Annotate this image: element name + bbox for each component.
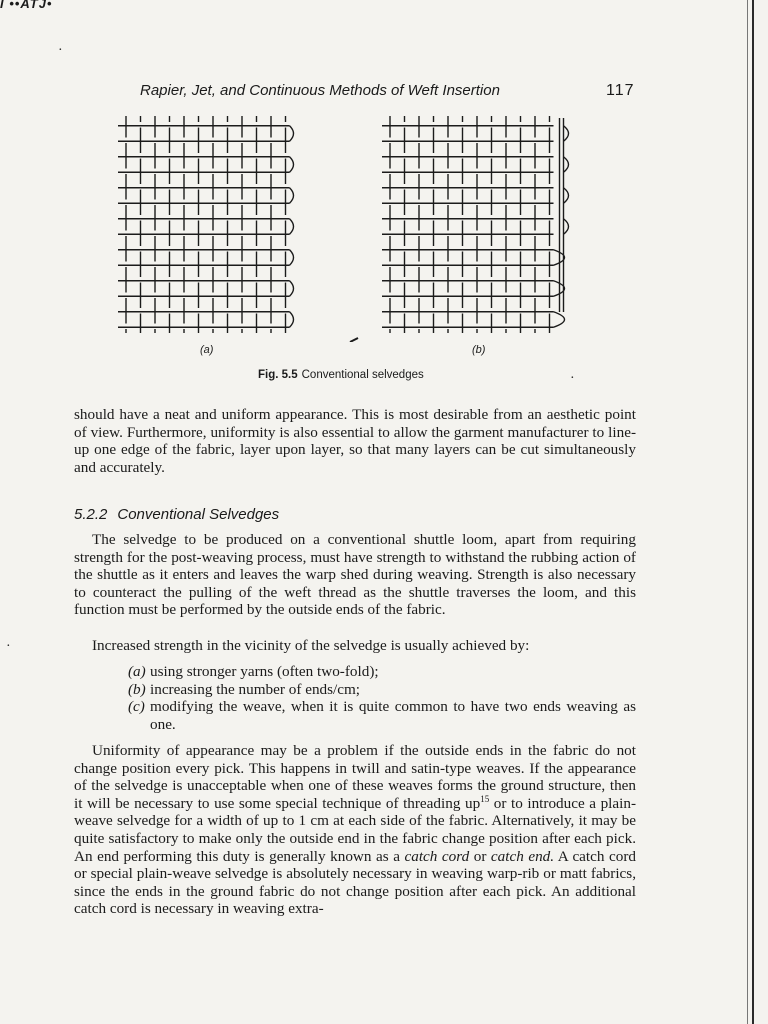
selvedge-loop	[290, 188, 294, 204]
weave-panel-b	[382, 116, 569, 333]
section-heading	[74, 506, 289, 523]
list-marker: (a)	[128, 663, 146, 680]
para-4-part-1: Uniformity of appearance may be a problem if the outside ends in the fabric do not change position every pick. This happens in twill and satin-type weaves. If the appearance of the selvedge is unacceptable when one of these weaves forms the ground structure, then it will be necessary to use some special technique of threading up	[74, 742, 636, 812]
para-4-or: or	[469, 847, 491, 865]
term-catch-end: catch end.	[490, 847, 555, 865]
selvedge-loop	[564, 157, 569, 173]
speck: ·	[6, 639, 11, 654]
caption-text: Conventional selvedges	[301, 369, 424, 381]
list-text: increasing the number of ends/cm;	[150, 680, 361, 698]
caption-number: Fig. 5.5	[258, 369, 298, 381]
page-edge-shadow	[752, 0, 754, 1024]
footnote-ref: 15	[480, 793, 490, 804]
weave-diagram	[110, 112, 610, 342]
list-item	[128, 663, 636, 681]
term-catch-cord: catch cord	[404, 847, 470, 865]
list-text: using stronger yarns (often two-fold);	[150, 663, 379, 680]
page-edge-shadow-inner	[747, 0, 748, 1024]
selvedge-loop	[554, 312, 565, 328]
running-head: Rapier, Jet, and Continuous Methods of Weft Insertion	[140, 82, 500, 99]
list-text: modifying the weave, when it is quite common to have two ends weaving as one.	[150, 698, 636, 733]
speck: ·	[570, 371, 575, 386]
selvedge-loop	[290, 219, 294, 235]
selvedge-loop	[564, 219, 569, 235]
panel-b-label: (b)	[472, 344, 486, 356]
scan-artifact: I ••ATJ•	[0, 0, 53, 11]
list-marker: (c)	[128, 698, 145, 716]
section-number: 5.2.2	[74, 506, 108, 523]
paragraph-2: The selvedge to be produced on a conventional shuttle loom, apart from requiring strength for the post-weaving process, must have strength to withstand the rubbing action of the shuttle as it enters and leaves the warp shed during weaving. Strength is also necessary to counteract the pulling of the weft thread as the shuttle traverses the loom, and this function must be performed by the outside ends of the fabric.	[74, 531, 636, 619]
panel-a-label: (a)	[200, 344, 214, 356]
selvedge-loop	[290, 250, 294, 266]
page-number: 117	[606, 82, 635, 99]
selvedge-loop	[290, 281, 294, 297]
selvedge-loop	[564, 126, 569, 142]
figure-caption	[258, 369, 424, 381]
speck-mark	[350, 338, 358, 342]
section-title: Conventional Selvedges	[117, 506, 280, 523]
para-4-part-3: A catch cord or special plain-weave selvedge is absolutely necessary in weaving warp-rib or matt fabrics, since the ends in the ground fabric do not change position after each pick. An additional catch cord is necessary in weaving extra-	[74, 847, 636, 918]
paragraph-1: should have a neat and uniform appearance. This is most desirable from an aesthetic point of view. Furthermore, uniformity is also essential to allow the garment manufacturer to line-up one edge of the fabric, layer upon layer, so that many layers can be cut simultaneously and accurately.	[74, 406, 636, 476]
selvedge-loop	[290, 312, 294, 328]
selvedge-loop	[290, 157, 294, 173]
figure-conventional-selvedges	[110, 112, 610, 362]
speck: ·	[58, 43, 63, 58]
para-4-part-2: or to introduce a plain-weave selvedge for a width of up to 1 cm at each side of the fabric. Alternatively, it may be quite satisfactory to make only the outside end in the fabric change position after each pick. An end performing this duty is generally known as a	[74, 794, 637, 865]
list-marker: (b)	[128, 680, 146, 698]
paragraph-3: Increased strength in the vicinity of the selvedge is usually achieved by:	[92, 637, 530, 654]
selvedge-loop	[290, 126, 294, 142]
list-item	[128, 698, 636, 733]
paragraph-4	[74, 742, 636, 918]
list-item	[128, 681, 636, 699]
strength-methods-list	[128, 663, 636, 733]
weave-panel-a	[118, 116, 294, 333]
selvedge-loop	[564, 188, 569, 204]
